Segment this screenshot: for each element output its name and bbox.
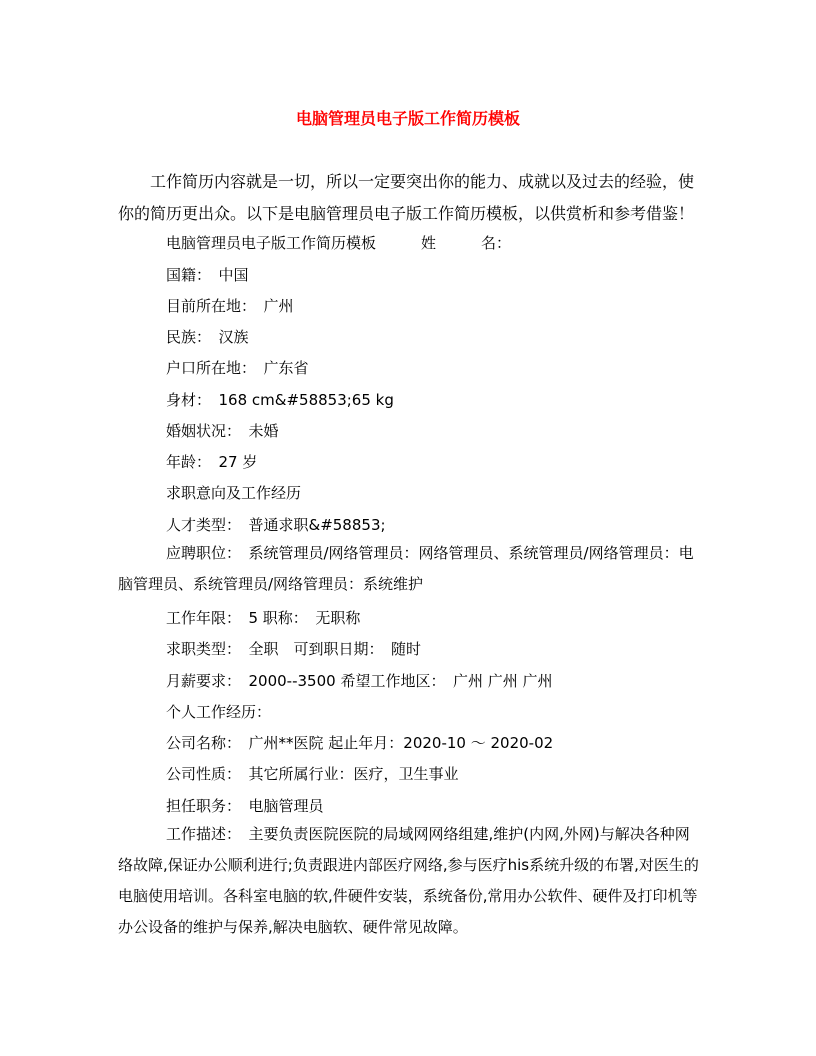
- body-measurements-line: 身材： 168 cm&#58853;65 kg: [166, 391, 394, 409]
- intro-paragraph: 工作简历内容就是一切，所以一定要突出你的能力、成就以及过去的经验，使你的简历更出众。以下是电脑管理员电子版工作简历模板，以供赏析和参考借鉴！: [118, 172, 695, 223]
- ethnicity-line: 民族： 汉族: [166, 328, 249, 346]
- apply-position-paragraph: 应聘职位： 系统管理员/网络管理员：网络管理员、系统管理员/网络管理员：电脑管理员、系统管理员/网络管理员：系统维护: [118, 544, 694, 593]
- age-line: 年龄： 27 岁: [166, 453, 258, 471]
- document-title: 电脑管理员电子版工作简历模板: [295, 109, 520, 128]
- marital-status-line: 婚姻状况： 未婚: [166, 422, 279, 440]
- nationality-line: 国籍： 中国: [166, 266, 249, 284]
- resume-header-line: 电脑管理员电子版工作简历模板 姓 名：: [166, 234, 512, 252]
- salary-line: 月薪要求： 2000--3500 希望工作地区： 广州 广州 广州: [166, 672, 553, 690]
- company-nature-line: 公司性质： 其它所属行业：医疗，卫生事业: [166, 765, 459, 783]
- household-registration-line: 户口所在地： 广东省: [166, 359, 309, 377]
- work-experience-heading: 个人工作经历：: [166, 703, 272, 721]
- company-name-line: 公司名称： 广州**医院 起止年月：2020-10 ～ 2020-02: [166, 734, 554, 752]
- job-description-paragraph: 工作描述： 主要负责医院医院的局域网网络组建,维护(内网,外网)与解决各种网络故障,保证办公顺利进行;负责跟进内部医疗网络,参与医疗his系统升级的布署,对医生的电脑使用培训。各科室电脑的软,件硬件安装，系统备份,常用办公软件、硬件及打印机等办公设备的维护与保养,解决电脑软、硬件常见故障。: [118, 825, 699, 936]
- job-type-line: 求职类型： 全职 可到职日期： 随时: [166, 640, 422, 658]
- career-intent-heading: 求职意向及工作经历: [166, 484, 302, 502]
- work-years-line: 工作年限： 5 职称： 无职称: [166, 609, 361, 627]
- position-held-line: 担任职务： 电脑管理员: [166, 797, 324, 815]
- current-location-line: 目前所在地： 广州: [166, 297, 294, 315]
- talent-type-line: 人才类型： 普通求职&#58853;: [166, 516, 386, 534]
